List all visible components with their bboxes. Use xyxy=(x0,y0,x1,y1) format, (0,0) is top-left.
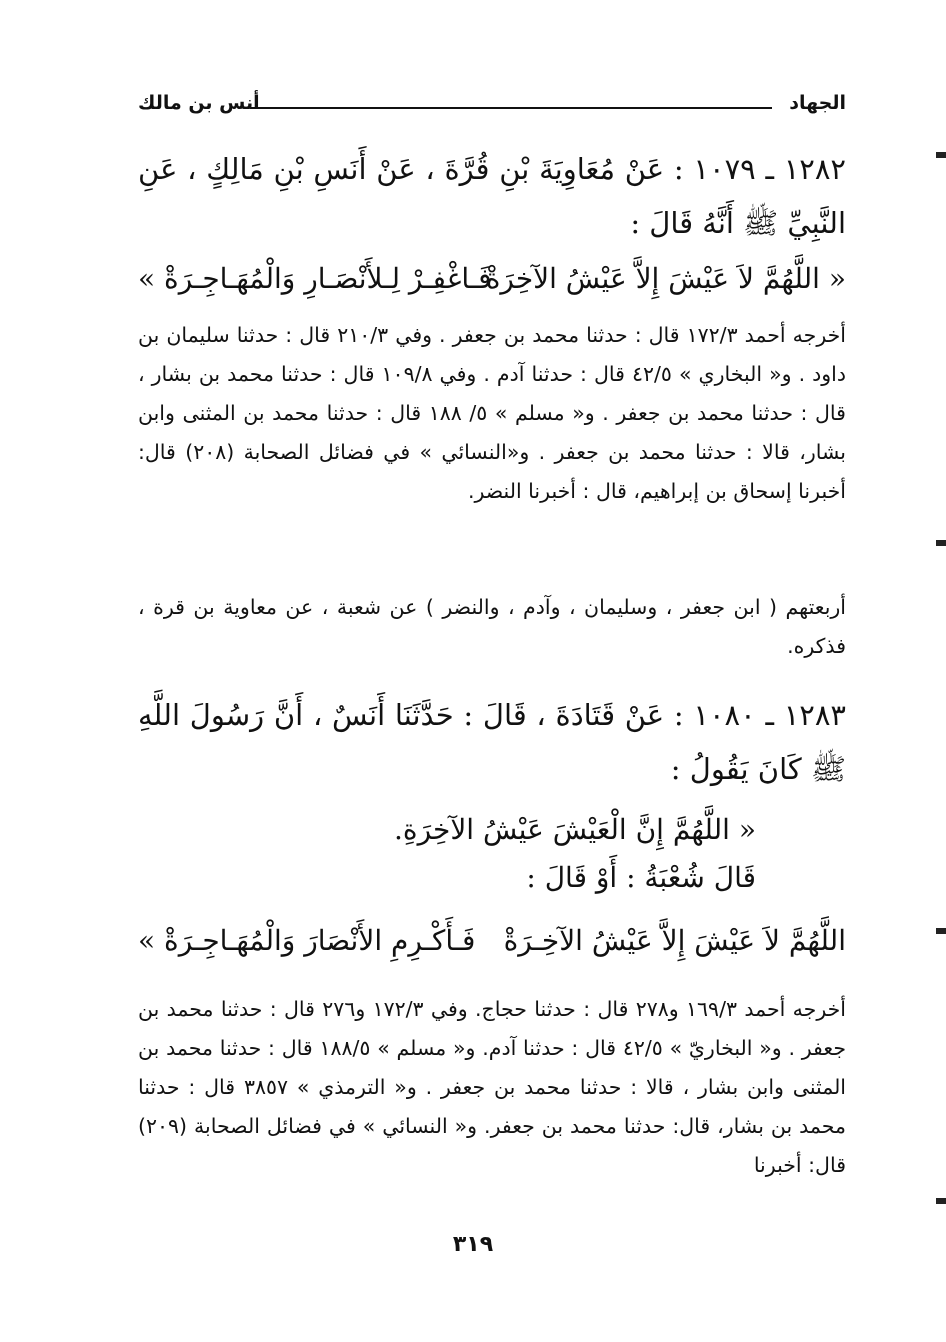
running-header xyxy=(138,92,846,124)
book-title: أنس بن مالك xyxy=(138,92,260,114)
hadith-1-summary: أربعتهم ( ابن جعفر ، وسليمان ، وآدم ، والنضر ) عن شعبة ، عن معاوية بن قرة ، فذكره. xyxy=(138,595,846,658)
hadith-2-text: ١٢٨٣ ـ ١٠٨٠ : عَنْ قَتَادَةَ ، قَالَ : حَدَّثَنَا أَنَسٌ ، أَنَّ رَسُولَ اللَّهِ ﷺ كَانَ يَقُولُ : xyxy=(138,698,846,786)
hadith-1-text: ١٢٨٢ ـ ١٠٧٩ : عَنْ مُعَاوِيَةَ بْنِ قُرَّةَ ، عَنْ أَنَسِ بْنِ مَالِكٍ ، عَنِ النَّبِيِّ ﷺ أَنَّهُ قَالَ : xyxy=(138,152,846,240)
header-rule xyxy=(250,107,772,109)
margin-mark xyxy=(936,152,946,158)
section-title: الجهاد xyxy=(789,92,846,114)
verse-second-hemistich: فَـأَكْـرِمِ الأَنْصَارَ وَالْمُهَـاجِـرَةْ » xyxy=(138,924,476,957)
verse-first-hemistich: « اللَّهُمَّ لاَ عَيْشَ إِلاَّ عَيْشُ الآخِرَةْ xyxy=(485,262,846,295)
hadith-1-verse xyxy=(138,252,846,306)
verse-first-hemistich: اللَّهُمَّ لاَ عَيْشَ إِلاَّ عَيْشُ الآخِـرَةْ xyxy=(503,924,846,957)
margin-mark xyxy=(936,1198,946,1204)
margin-mark xyxy=(936,540,946,546)
margin-mark xyxy=(936,928,946,934)
hadith-2-poem xyxy=(138,806,846,902)
hadith-2-takhrij: أخرجه أحمد ١٦٩/٣ و٢٧٨ قال : حدثنا حجاج. وفي ١٧٢/٣ و٢٧٦ قال : حدثنا محمد بن جعفر . و« البخاريّ » ٤٢/٥ قال : حدثنا آدم. و« مسلم » ١٨٨/٥ قال : حدثنا محمد بن المثنى وابن بشار ، قالا : حدثنا محمد بن جعفر . و« الترمذي » ٣٨٥٧ قال : حدثنا محمد بن بشار، قال: حدثنا محمد بن جعفر. و« النسائي » في فضائل الصحابة (٢٠٩) قال: أخبرنا xyxy=(138,997,847,1177)
poem-line: قَالَ شُعْبَةُ : أَوْ قَالَ : xyxy=(526,861,756,894)
hadith-1-takhrij: أخرجه أحمد ١٧٢/٣ قال : حدثنا محمد بن جعفر . وفي ٢١٠/٣ قال : حدثنا سليمان بن داود . و« البخاري » ٤٢/٥ قال : حدثنا آدم . وفي ١٠٩/٨ قال : حدثنا محمد بن بشار ، قال : حدثنا محمد بن جعفر . و« مسلم » ٥/ ١٨٨ قال : حدثنا محمد بن المثنى وابن بشار، قالا : حدثنا محمد بن جعفر . و«النسائي » في فضائل الصحابة (٢٠٨) قال: أخبرنا إسحاق بن إبراهيم، قال : أخبرنا النضر. xyxy=(138,323,846,503)
hadith-2-verse xyxy=(138,914,846,968)
page-number: ٣١٩ xyxy=(452,1232,494,1257)
verse-second-hemistich: فَـاغْفِـرْ لِـلأَنْصَـارِ وَالْمُهَـاجِـرَةْ » xyxy=(138,262,492,295)
poem-line: « اللَّهُمَّ إِنَّ الْعَيْشَ عَيْشُ الآخِرَةِ. xyxy=(394,813,756,846)
